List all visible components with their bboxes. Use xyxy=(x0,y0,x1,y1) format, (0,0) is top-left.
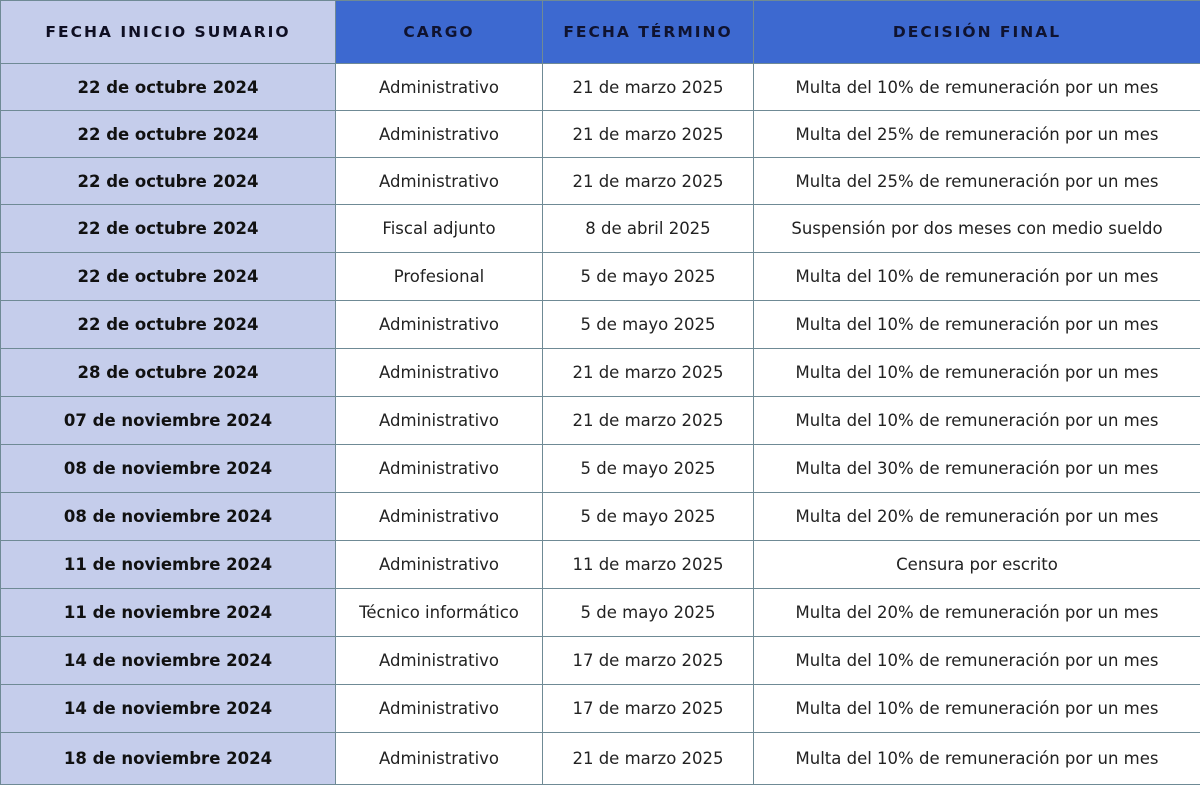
cell-decision-final: Multa del 10% de remuneración por un mes xyxy=(754,301,1200,349)
cell-fecha-inicio: 11 de noviembre 2024 xyxy=(1,589,336,637)
header-fecha-termino: FECHA TÉRMINO xyxy=(543,1,754,64)
cell-decision-final: Multa del 10% de remuneración por un mes xyxy=(754,685,1200,733)
table-row xyxy=(1,253,1200,301)
table-row xyxy=(1,158,1200,205)
cell-decision-final: Multa del 20% de remuneración por un mes xyxy=(754,589,1200,637)
cell-fecha-inicio: 08 de noviembre 2024 xyxy=(1,445,336,493)
table-row xyxy=(1,445,1200,493)
cell-fecha-inicio: 08 de noviembre 2024 xyxy=(1,493,336,541)
cell-cargo: Administrativo xyxy=(336,445,543,493)
header-fecha-inicio: FECHA INICIO SUMARIO xyxy=(1,1,336,64)
cell-fecha-inicio: 22 de octubre 2024 xyxy=(1,111,336,158)
cell-fecha-termino: 11 de marzo 2025 xyxy=(543,541,754,589)
cell-fecha-inicio: 22 de octubre 2024 xyxy=(1,253,336,301)
cell-fecha-inicio: 22 de octubre 2024 xyxy=(1,158,336,205)
cell-fecha-termino: 5 de mayo 2025 xyxy=(543,493,754,541)
cell-fecha-inicio: 11 de noviembre 2024 xyxy=(1,541,336,589)
cell-cargo: Administrativo xyxy=(336,685,543,733)
cell-decision-final: Multa del 10% de remuneración por un mes xyxy=(754,253,1200,301)
cell-fecha-termino: 17 de marzo 2025 xyxy=(543,637,754,685)
cell-cargo: Administrativo xyxy=(336,349,543,397)
cell-decision-final: Multa del 10% de remuneración por un mes xyxy=(754,64,1200,111)
table-row xyxy=(1,111,1200,158)
cell-fecha-termino: 21 de marzo 2025 xyxy=(543,111,754,158)
cell-fecha-termino: 17 de marzo 2025 xyxy=(543,685,754,733)
cell-fecha-inicio: 28 de octubre 2024 xyxy=(1,349,336,397)
cell-decision-final: Multa del 10% de remuneración por un mes xyxy=(754,733,1200,785)
cell-fecha-termino: 21 de marzo 2025 xyxy=(543,397,754,445)
cell-fecha-termino: 5 de mayo 2025 xyxy=(543,253,754,301)
header-cargo: CARGO xyxy=(336,1,543,64)
cell-cargo: Administrativo xyxy=(336,397,543,445)
cell-fecha-inicio: 22 de octubre 2024 xyxy=(1,301,336,349)
cell-decision-final: Multa del 10% de remuneración por un mes xyxy=(754,349,1200,397)
cell-fecha-inicio: 22 de octubre 2024 xyxy=(1,64,336,111)
table-row xyxy=(1,349,1200,397)
cell-cargo: Administrativo xyxy=(336,64,543,111)
cell-decision-final: Multa del 10% de remuneración por un mes xyxy=(754,397,1200,445)
cell-cargo: Técnico informático xyxy=(336,589,543,637)
table-row xyxy=(1,301,1200,349)
cell-cargo: Administrativo xyxy=(336,111,543,158)
cell-cargo: Fiscal adjunto xyxy=(336,205,543,253)
cell-decision-final: Multa del 20% de remuneración por un mes xyxy=(754,493,1200,541)
table-row xyxy=(1,637,1200,685)
cell-fecha-inicio: 18 de noviembre 2024 xyxy=(1,733,336,785)
cell-fecha-termino: 8 de abril 2025 xyxy=(543,205,754,253)
cell-cargo: Profesional xyxy=(336,253,543,301)
header-decision-final: DECISIÓN FINAL xyxy=(754,1,1200,64)
table-row xyxy=(1,685,1200,733)
cell-decision-final: Multa del 10% de remuneración por un mes xyxy=(754,637,1200,685)
table-row xyxy=(1,493,1200,541)
cell-cargo: Administrativo xyxy=(336,158,543,205)
table-row xyxy=(1,205,1200,253)
cell-decision-final: Suspensión por dos meses con medio sueldo xyxy=(754,205,1200,253)
cell-decision-final: Multa del 30% de remuneración por un mes xyxy=(754,445,1200,493)
cell-decision-final: Censura por escrito xyxy=(754,541,1200,589)
cell-cargo: Administrativo xyxy=(336,301,543,349)
table-row xyxy=(1,397,1200,445)
cell-cargo: Administrativo xyxy=(336,493,543,541)
cell-cargo: Administrativo xyxy=(336,733,543,785)
cell-fecha-termino: 21 de marzo 2025 xyxy=(543,733,754,785)
table-row xyxy=(1,589,1200,637)
cell-fecha-termino: 21 de marzo 2025 xyxy=(543,349,754,397)
table-row xyxy=(1,733,1200,785)
cell-cargo: Administrativo xyxy=(336,637,543,685)
cell-fecha-inicio: 14 de noviembre 2024 xyxy=(1,637,336,685)
cell-fecha-inicio: 22 de octubre 2024 xyxy=(1,205,336,253)
cell-fecha-termino: 21 de marzo 2025 xyxy=(543,64,754,111)
cell-fecha-inicio: 07 de noviembre 2024 xyxy=(1,397,336,445)
cell-cargo: Administrativo xyxy=(336,541,543,589)
table-row xyxy=(1,541,1200,589)
header-row xyxy=(1,1,1200,64)
cell-fecha-termino: 5 de mayo 2025 xyxy=(543,589,754,637)
cell-fecha-termino: 5 de mayo 2025 xyxy=(543,301,754,349)
table-row xyxy=(1,64,1200,111)
cell-fecha-termino: 21 de marzo 2025 xyxy=(543,158,754,205)
cell-decision-final: Multa del 25% de remuneración por un mes xyxy=(754,158,1200,205)
cell-fecha-inicio: 14 de noviembre 2024 xyxy=(1,685,336,733)
cell-decision-final: Multa del 25% de remuneración por un mes xyxy=(754,111,1200,158)
cell-fecha-termino: 5 de mayo 2025 xyxy=(543,445,754,493)
